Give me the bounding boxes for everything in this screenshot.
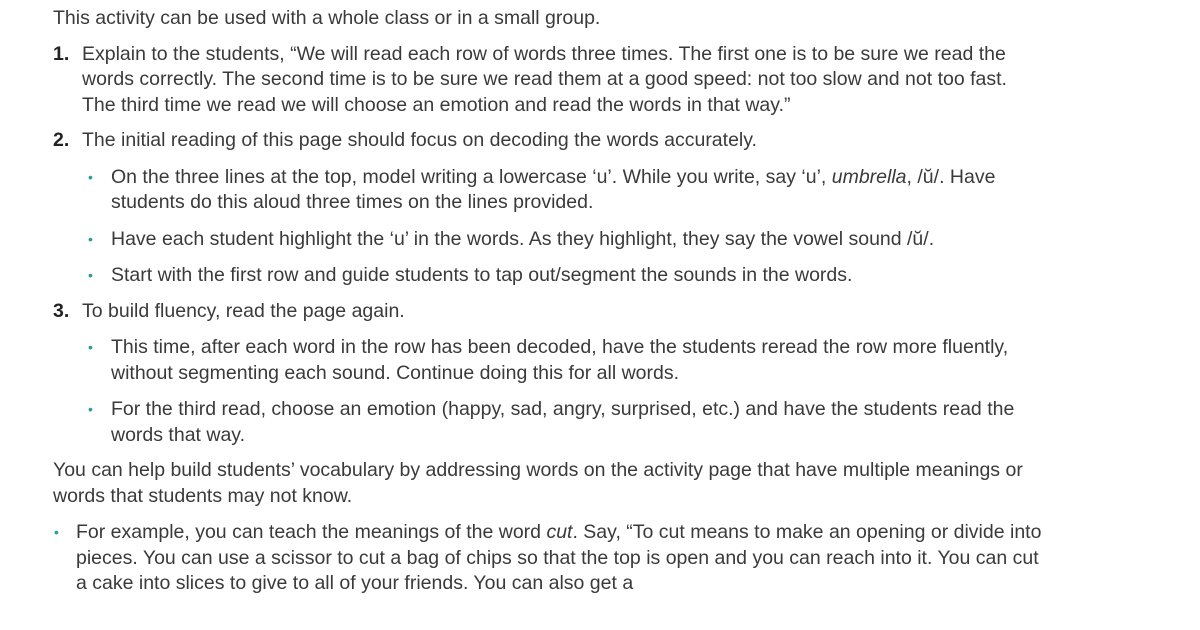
emphasis-word: cut xyxy=(546,521,573,543)
substep-text: For the third read, choose an emotion (happy, sad, angry, surprised, etc.) and have the students read the words that way. xyxy=(111,398,1015,446)
vocabulary-item xyxy=(53,520,1043,597)
substep xyxy=(82,165,1043,216)
step-3 xyxy=(53,299,1043,449)
bullet-dot-icon: • xyxy=(54,524,59,540)
substep-text: On the three lines at the top, model writing a lowercase ‘u’. While you write, say ‘u’, umbrella, /ŭ/. Have students do this aloud three times on the lines provided. xyxy=(111,165,996,213)
emphasis-word: umbrella xyxy=(831,165,907,188)
step-number: 3. xyxy=(53,299,70,322)
bullet-dot-icon: • xyxy=(88,230,93,247)
step-text: To build fluency, read the page again. xyxy=(82,299,405,322)
substep xyxy=(82,263,1043,289)
step-number: 1. xyxy=(53,42,70,65)
substep xyxy=(82,335,1043,386)
step-1 xyxy=(53,42,1043,119)
bullet-dot-icon: • xyxy=(88,339,93,355)
substep-text: Have each student highlight the ‘u’ in the words. As they highlight, they say the vowel sound /ŭ/. xyxy=(111,227,935,250)
substep-text: Start with the first row and guide students to tap out/segment the sounds in the words. xyxy=(111,264,853,286)
substep xyxy=(82,227,1043,253)
document-page xyxy=(53,6,1043,597)
step-text: Explain to the students, “We will read each row of words three times. The first one is to be sure we read the words correctly. The second time is to be sure we read them at a good speed: not too slow and not too fast. The third time we read we will choose an emotion and read the words in that way.” xyxy=(82,42,1007,116)
step-number: 2. xyxy=(53,129,70,151)
vocabulary-paragraph: You can help build students’ vocabulary by addressing words on the activity page that have multiple meanings or words that students may not know. xyxy=(53,459,1023,507)
bullet-dot-icon: • xyxy=(88,401,93,417)
intro-paragraph: This activity can be used with a whole class or in a small group. xyxy=(53,7,601,29)
bullet-dot-icon: • xyxy=(88,168,93,185)
step-3-substeps xyxy=(82,335,1043,448)
steps-list xyxy=(53,42,1043,449)
vocabulary-list xyxy=(53,520,1043,597)
vocabulary-item-text: For example, you can teach the meanings of the word cut. Say, “To cut means to make an opening or divide into pieces. You can use a scissor to cut a bag of chips so that the top is open and you can reach into it. You can cut a cake into slices to give to all of your friends. You can also get a xyxy=(76,521,1042,594)
bullet-dot-icon: • xyxy=(88,267,93,283)
substep xyxy=(82,397,1043,448)
step-2 xyxy=(53,128,1043,289)
step-2-substeps xyxy=(82,165,1043,289)
step-text: The initial reading of this page should focus on decoding the words accurately. xyxy=(82,129,757,151)
substep-text: This time, after each word in the row has been decoded, have the students reread the row more fluently, without segmenting each sound. Continue doing this for all words. xyxy=(111,336,1009,384)
